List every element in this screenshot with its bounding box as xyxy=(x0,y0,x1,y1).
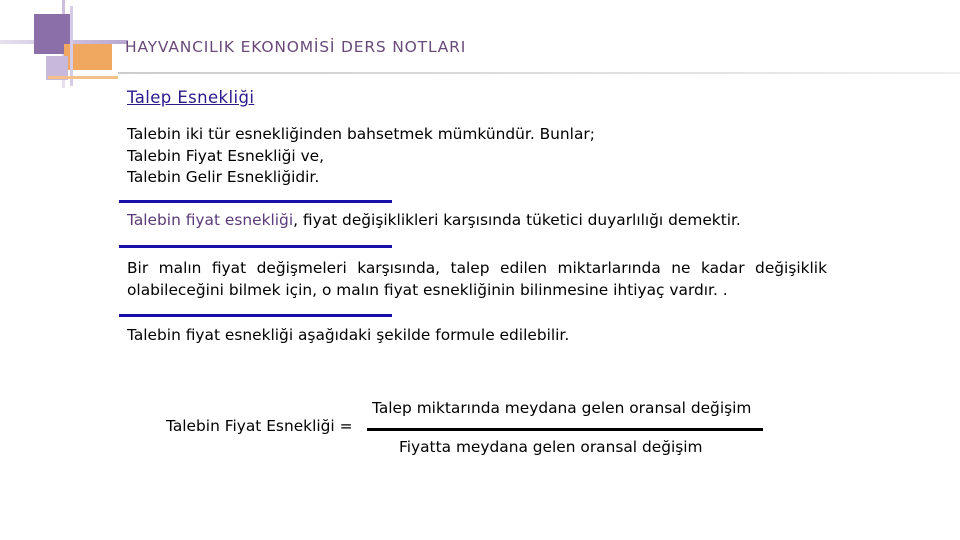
header-title: HAYVANCILIK EKONOMİSİ DERS NOTLARI xyxy=(125,38,467,56)
definition-term: Talebin fiyat esnekliği xyxy=(127,211,294,229)
divider-rule xyxy=(119,200,392,203)
formula-lhs: Talebin Fiyat Esnekliği = xyxy=(166,417,353,435)
section-title: Talep Esnekliği xyxy=(127,88,255,107)
fraction-bar xyxy=(367,428,763,431)
definition-text xyxy=(127,210,741,232)
definition-rest: , fiyat değişiklikleri karşısında tüketici duyarlılığı demektir. xyxy=(293,211,741,229)
divider-rule xyxy=(119,245,392,248)
decor-line xyxy=(48,76,118,79)
formula-numerator: Talep miktarında meydana gelen oransal değişim xyxy=(372,399,752,417)
intro-line: Talebin iki tür esnekliğinden bahsetmek mümkündür. Bunlar; xyxy=(127,125,595,143)
decor-line xyxy=(70,6,73,86)
divider-rule xyxy=(119,314,392,317)
intro-line: Talebin Fiyat Esnekliği ve, xyxy=(127,146,325,165)
paragraph-3: Talebin fiyat esnekliği aşağıdaki şekilde formule edilebilir. xyxy=(127,326,570,344)
intro-line: Talebin Gelir Esnekliğidir. xyxy=(127,168,320,186)
intro-text xyxy=(127,124,595,189)
paragraph-2: Bir malın fiyat değişmeleri karşısında, talep edilen miktarlarında ne kadar değişiklik olabileceğini bilmek için, o malın fiyat esnekliğinin bilinmesine ihtiyaç vardır. . xyxy=(127,259,827,299)
header-divider xyxy=(118,72,960,74)
formula-denominator: Fiyatta meydana gelen oransal değişim xyxy=(399,438,703,456)
